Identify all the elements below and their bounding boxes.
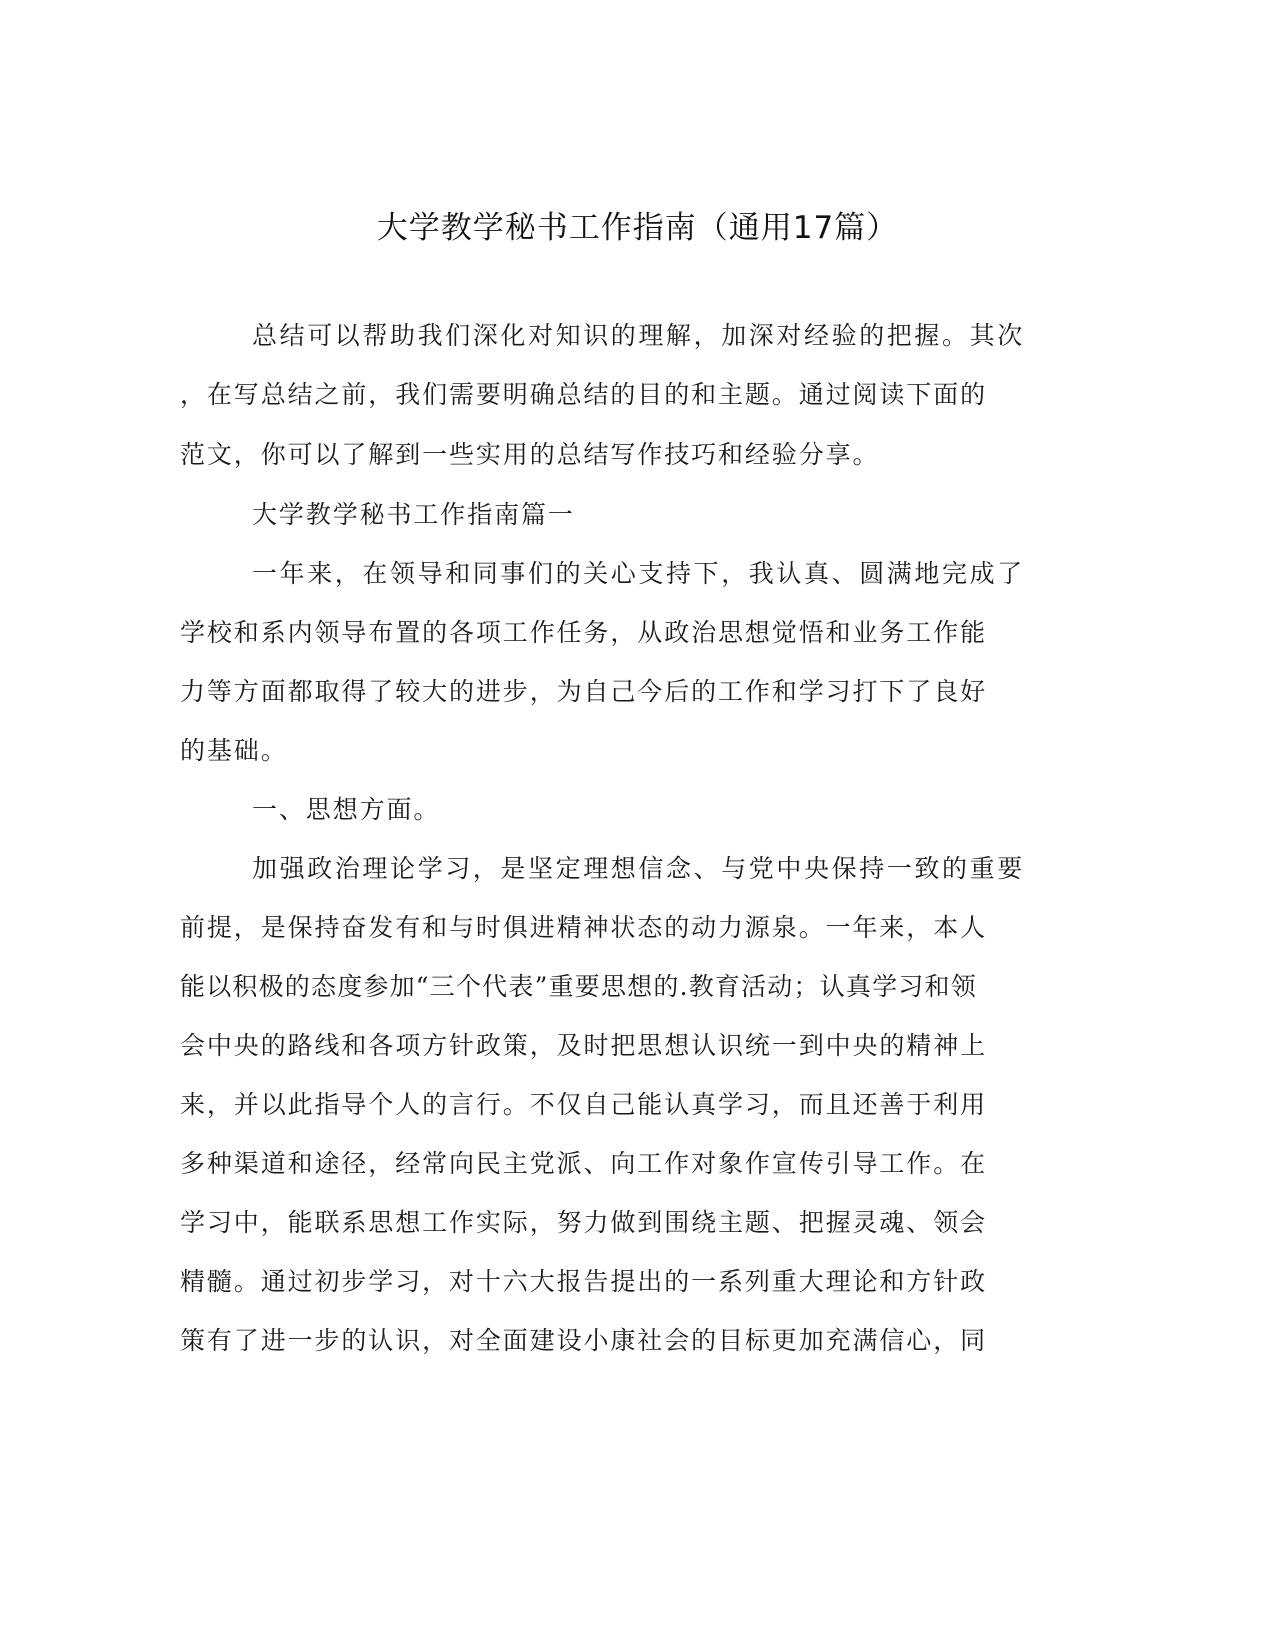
body-line: 学习中，能联系思想工作实际，努力做到围绕主题、把握灵魂、领会 [180,1208,988,1237]
body-line: 总结可以帮助我们深化对知识的理解，加深对经验的把握。其次 [252,321,1025,350]
body-line: 加强政治理论学习，是坚定理想信念、与党中央保持一致的重要 [252,854,1025,883]
body-line: 学校和系内领导布置的各项工作任务，从政治思想觉悟和业务工作能 [180,618,988,647]
body-line: 能以积极的态度参加“三个代表”重要思想的.教育活动；认真学习和领 [180,972,977,1001]
body-line: 范文，你可以了解到一些实用的总结写作技巧和经验分享。 [180,440,880,469]
document-title: 大学教学秘书工作指南（通用17篇） [376,210,899,246]
body-line: 前提，是保持奋发有和与时俱进精神状态的动力源泉。一年来，本人 [180,913,988,942]
body-line: 精髓。通过初步学习，对十六大报告提出的一系列重大理论和方针政 [180,1267,988,1296]
body-line: ，在写总结之前，我们需要明确总结的目的和主题。通过阅读下面的 [180,380,988,409]
body-line: 一年来，在领导和同事们的关心支持下，我认真、圆满地完成了 [252,559,1025,588]
body-line: 的基础。 [180,736,288,765]
section-heading: 大学教学秘书工作指南篇一 [252,500,575,529]
section-heading: 一、思想方面。 [252,795,441,824]
body-line: 策有了进一步的认识，对全面建设小康社会的目标更加充满信心，同 [180,1326,988,1355]
body-line: 来，并以此指导个人的言行。不仅自己能认真学习，而且还善于利用 [180,1090,988,1119]
body-line: 多种渠道和途径，经常向民主党派、向工作对象作宣传引导工作。在 [180,1149,988,1178]
body-line: 会中央的路线和各项方针政策，及时把思想认识统一到中央的精神上 [180,1031,988,1060]
body-line: 力等方面都取得了较大的进步，为自己今后的工作和学习打下了良好 [180,677,988,706]
